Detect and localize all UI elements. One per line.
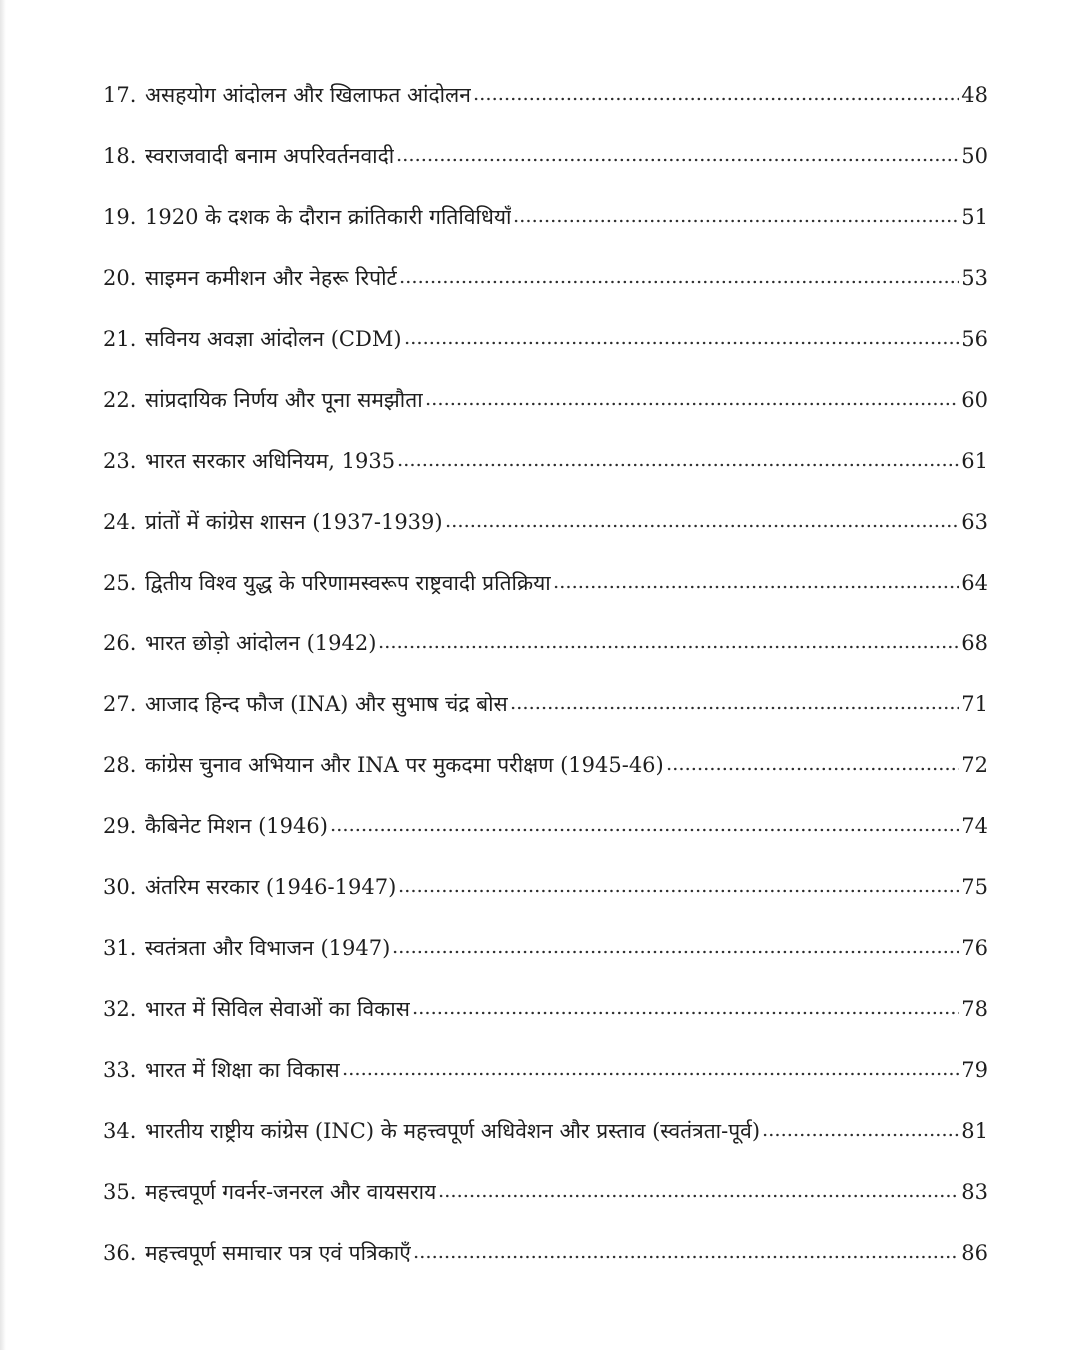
toc-entry [103,934,988,995]
toc-entry [103,508,988,569]
toc-entry-number: 21. [103,326,137,351]
toc-entry-page: 51 [961,204,988,229]
toc-dot-leader [425,386,960,407]
toc-entry [103,325,988,386]
toc-entry [103,873,988,934]
toc-dot-leader [473,81,959,102]
toc-entry-title: साइमन कमीशन और नेहरू रिपोर्ट [145,265,398,290]
toc-dot-leader [404,325,960,346]
toc-entry-number: 34. [103,1118,137,1143]
toc-entry-page: 53 [961,265,988,290]
table-of-contents [103,81,988,1300]
toc-entry-title: अंतरिम सरकार (1946-1947) [145,875,397,900]
toc-dot-leader [398,873,959,894]
toc-dot-leader [342,1056,960,1077]
toc-entry-page: 75 [961,875,988,900]
toc-entry-title: भारत छोड़ो आंदोलन (1942) [145,631,377,656]
toc-entry-number: 17. [103,83,137,107]
toc-entry-title: आजाद हिन्द फौज (INA) और सुभाष चंद्र बोस [145,692,508,717]
toc-entry-page: 61 [961,448,988,473]
toc-entry-title: भारत सरकार अधिनियम, 1935 [145,448,396,473]
toc-dot-leader [762,1117,959,1138]
toc-entry-title: प्रांतों में कांग्रेस शासन (1937-1939) [145,509,443,534]
toc-entry-number: 32. [103,997,137,1022]
toc-entry-number: 28. [103,753,137,778]
toc-dot-leader [438,1178,959,1199]
toc-entry-title: महत्त्वपूर्ण समाचार पत्र एवं पत्रिकाएँ [145,1240,411,1265]
toc-entry-title: कांग्रेस चुनाव अभियान और INA पर मुकदमा परीक्षण (1945-46) [145,753,664,778]
toc-entry [103,81,988,142]
toc-entry [103,1056,988,1117]
toc-entry-page: 64 [961,570,988,595]
toc-dot-leader [510,690,960,711]
toc-entry [103,995,988,1056]
toc-entry-title: स्वराजवादी बनाम अपरिवर्तनवादी [145,143,395,168]
toc-entry-number: 22. [103,387,137,412]
toc-entry-page: 48 [961,83,988,107]
toc-entry-page: 56 [961,326,988,351]
toc-entry-number: 36. [103,1240,137,1265]
toc-entry-page: 78 [961,997,988,1022]
toc-entry-number: 30. [103,875,137,900]
toc-entry [103,264,988,325]
toc-entry [103,386,988,447]
toc-dot-leader [412,995,959,1016]
toc-entry [103,1117,988,1178]
toc-entry-title: असहयोग आंदोलन और खिलाफत आंदोलन [145,83,471,107]
toc-entry-title: कैबिनेट मिशन (1946) [145,814,328,839]
toc-entry-number: 27. [103,692,137,717]
toc-dot-leader [392,934,959,955]
toc-entry-number: 33. [103,1058,137,1082]
toc-entry [103,1239,988,1300]
toc-entry-number: 18. [103,143,137,168]
toc-entry-title: स्वतंत्रता और विभाजन (1947) [145,936,391,961]
toc-dot-leader [513,203,959,224]
toc-dot-leader [445,508,960,529]
toc-entry [103,142,988,203]
toc-entry-page: 76 [961,936,988,961]
toc-entry [103,812,988,873]
toc-entry [103,203,988,264]
toc-entry-page: 74 [961,814,988,839]
toc-entry-title: सविनय अवज्ञा आंदोलन (CDM) [145,326,402,351]
page-edge-shadow [0,0,6,1350]
toc-entry-page: 50 [961,143,988,168]
toc-dot-leader [399,264,959,285]
toc-entry [103,447,988,508]
toc-entry-page: 63 [961,509,988,534]
toc-entry-number: 19. [103,204,137,229]
toc-entry-number: 35. [103,1179,137,1204]
toc-entry [103,751,988,812]
toc-dot-leader [330,812,959,833]
toc-entry-page: 68 [961,631,988,656]
toc-entry-page: 81 [961,1118,988,1143]
toc-entry-title: भारत में शिक्षा का विकास [145,1058,340,1082]
toc-entry-number: 24. [103,509,137,534]
toc-entry [103,1178,988,1239]
toc-entry-page: 72 [961,753,988,778]
toc-entry-page: 60 [961,387,988,412]
toc-entry-number: 26. [103,631,137,656]
toc-entry-title: भारतीय राष्ट्रीय कांग्रेस (INC) के महत्त्वपूर्ण अधिवेशन और प्रस्ताव (स्वतंत्रता-पूर्व) [145,1118,761,1143]
toc-dot-leader [396,142,959,163]
toc-entry-title: 1920 के दशक के दौरान क्रांतिकारी गतिविधियाँ [145,204,512,229]
toc-entry-number: 29. [103,814,137,839]
toc-entry [103,690,988,751]
toc-entry-page: 71 [961,692,988,717]
toc-entry-page: 83 [961,1179,988,1204]
toc-dot-leader [666,751,960,772]
toc-entry-number: 20. [103,265,137,290]
toc-entry-page: 86 [961,1240,988,1265]
toc-entry-title: सांप्रदायिक निर्णय और पूना समझौता [145,387,423,412]
toc-entry-number: 23. [103,448,137,473]
toc-entry-title: द्वितीय विश्व युद्ध के परिणामस्वरूप राष्ट्रवादी प्रतिक्रिया [145,570,551,595]
toc-entry-title: महत्त्वपूर्ण गवर्नर-जनरल और वायसराय [145,1179,437,1204]
toc-dot-leader [397,447,959,468]
toc-dot-leader [378,629,959,650]
toc-entry [103,629,988,690]
toc-entry-number: 31. [103,936,137,961]
toc-entry [103,569,988,630]
toc-dot-leader [413,1239,959,1260]
toc-entry-number: 25. [103,570,137,595]
toc-entry-title: भारत में सिविल सेवाओं का विकास [145,997,410,1022]
toc-entry-page: 79 [961,1058,988,1082]
toc-dot-leader [553,569,960,590]
